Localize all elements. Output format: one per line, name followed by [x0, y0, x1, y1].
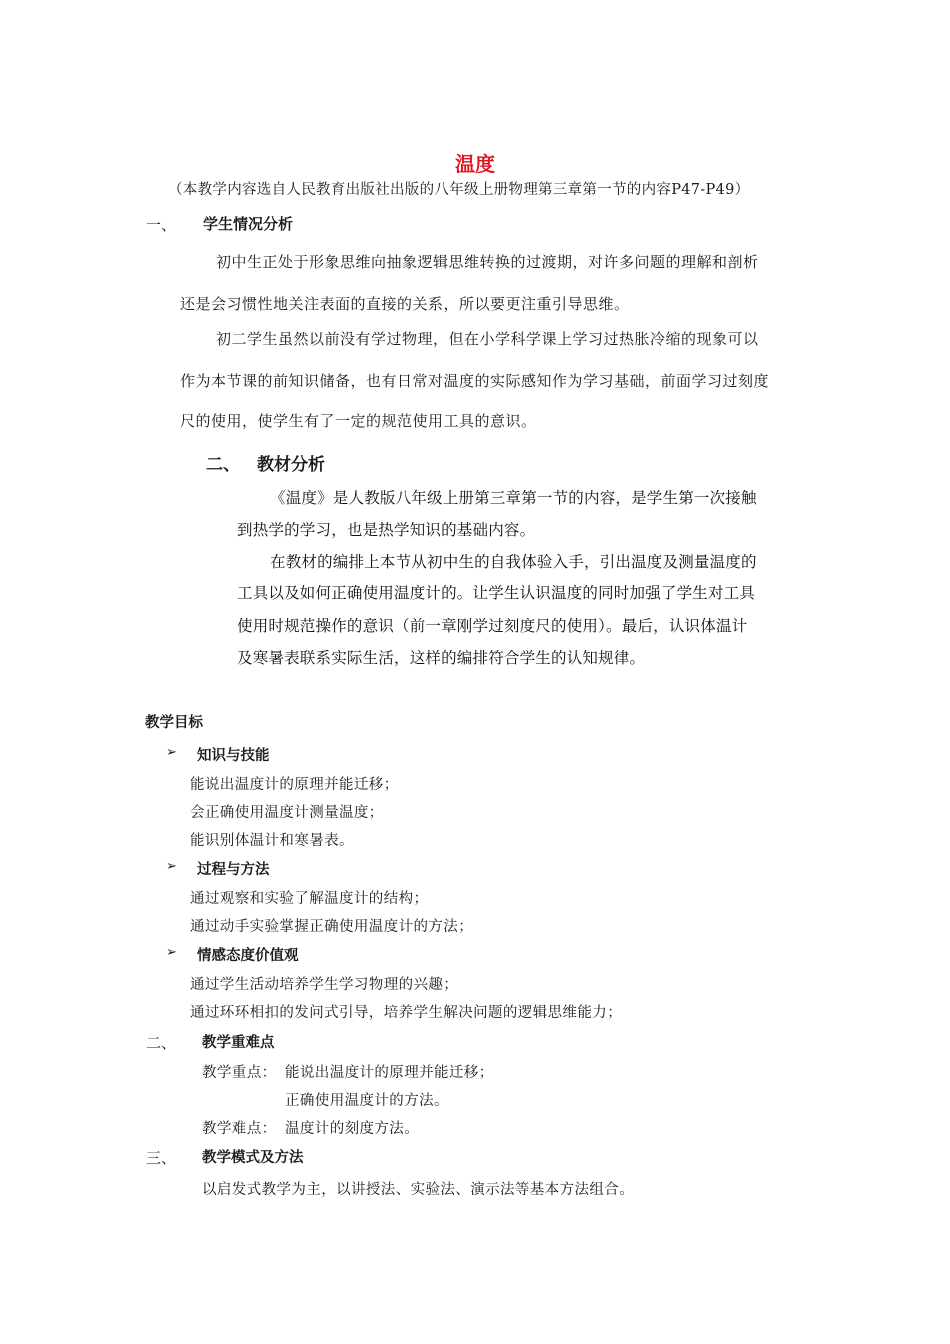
- section-4-heading: 教学模式及方法: [202, 1150, 304, 1166]
- section-1-line: 初二学生虽然以前没有学过物理，但在小学科学课上学习过热胀冷缩的现象可以: [216, 330, 759, 348]
- goal-group-label: 过程与方法: [197, 862, 270, 878]
- page-subtitle: （本教学内容选自人民教育出版社出版的八年级上册物理第三章第一节的内容P47-P49）: [168, 182, 750, 198]
- goals-heading: 教学目标: [145, 715, 203, 731]
- goal-item: 通过动手实验掌握正确使用温度计的方法；: [190, 919, 474, 935]
- goal-item: 能说出温度计的原理并能迁移；: [190, 777, 399, 793]
- goal-group-label: 知识与技能: [197, 748, 270, 764]
- goal-item: 通过观察和实验了解温度计的结构；: [190, 891, 429, 907]
- arrow-bullet-icon: ➢: [166, 745, 177, 760]
- section-2-heading: 教材分析: [257, 455, 325, 475]
- section-1-line: 还是会习惯性地关注表面的直接的关系，所以要更注重引导思维。: [180, 295, 630, 313]
- section-3-heading: 教学重难点: [202, 1035, 275, 1051]
- key-point-text: 能说出温度计的原理并能迁移；: [285, 1065, 494, 1081]
- section-4-number: 三、: [146, 1149, 177, 1167]
- section-2-number: 二、: [206, 455, 240, 475]
- section-2-line: 工具以及如何正确使用温度计的。让学生认识温度的同时加强了学生对工具: [237, 584, 756, 602]
- page-title: 温度: [455, 152, 495, 176]
- section-2-line: 在教材的编排上本节从初中生的自我体验入手，引出温度及测量温度的: [270, 553, 757, 571]
- section-1-line: 作为本节课的前知识储备，也有日常对温度的实际感知作为学习基础，前面学习过刻度: [180, 372, 770, 390]
- section-2-line: 到热学的学习，也是热学知识的基础内容。: [237, 521, 536, 539]
- section-4-text: 以启发式教学为主，以讲授法、实验法、演示法等基本方法组合。: [202, 1182, 635, 1198]
- section-1-number: 一、: [146, 216, 177, 234]
- key-point-text: 正确使用温度计的方法。: [285, 1093, 449, 1109]
- section-1-line: 初中生正处于形象思维向抽象逻辑思维转换的过渡期，对许多问题的理解和剖析: [216, 253, 759, 271]
- difficult-point-text: 温度计的刻度方法。: [285, 1121, 420, 1137]
- section-2-line: 《温度》是人教版八年级上册第三章第一节的内容，是学生第一次接触: [270, 489, 757, 507]
- goal-item: 能识别体温计和寒暑表。: [190, 833, 354, 849]
- goal-item: 通过环环相扣的发问式引导，培养学生解决问题的逻辑思维能力；: [190, 1005, 623, 1021]
- arrow-bullet-icon: ➢: [166, 859, 177, 874]
- section-2-line: 及寒暑表联系实际生活，这样的编排符合学生的认知规律。: [237, 649, 646, 667]
- section-2-line: 使用时规范操作的意识（前一章刚学过刻度尺的使用）。最后，认识体温计: [237, 617, 748, 635]
- goal-group-label: 情感态度价值观: [197, 948, 299, 964]
- key-point-label: 教学重点：: [202, 1065, 277, 1081]
- difficult-point-label: 教学难点：: [202, 1121, 277, 1137]
- arrow-bullet-icon: ➢: [166, 945, 177, 960]
- section-1-line: 尺的使用，使学生有了一定的规范使用工具的意识。: [180, 412, 537, 430]
- goal-item: 会正确使用温度计测量温度；: [190, 805, 384, 821]
- section-3-number: 二、: [146, 1034, 177, 1052]
- section-1-heading: 学生情况分析: [203, 215, 294, 233]
- goal-item: 通过学生活动培养学生学习物理的兴趣；: [190, 977, 459, 993]
